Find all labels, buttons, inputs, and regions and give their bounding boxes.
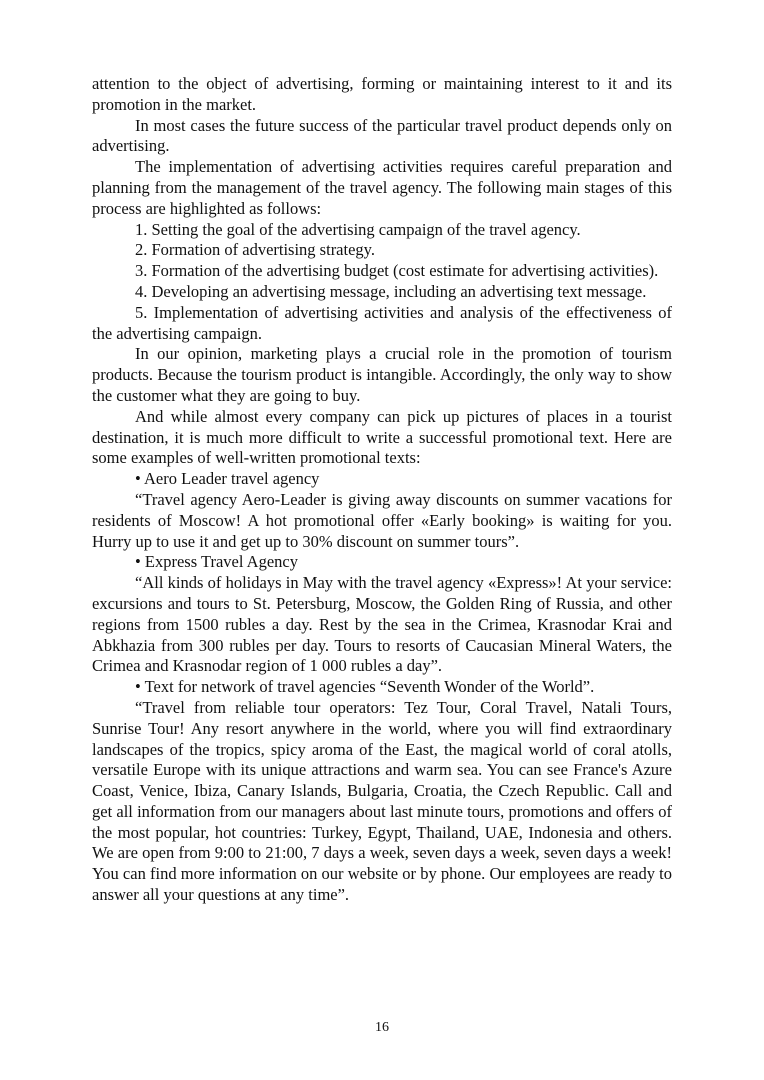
paragraph-continuation: attention to the object of advertising, forming or maintaining interest to it and its promotion in the market. bbox=[92, 74, 672, 114]
page-number: 16 bbox=[375, 1020, 389, 1035]
quote-aero-leader: “Travel agency Aero-Leader is giving away discounts on summer vacations for residents of Moscow! A hot promotional offer «Early booking» is waiting for you. Hurry up to use it and get up to 30% discount on summer tours”. bbox=[92, 489, 672, 551]
stage-item-1: 1. Setting the goal of the advertising campaign of the travel agency. bbox=[135, 219, 581, 239]
stage-item-3: 3. Formation of the advertising budget (cost estimate for advertising activities). bbox=[135, 261, 659, 281]
paragraph-advertising-success: In most cases the future success of the particular travel product depends only on advertising. bbox=[92, 115, 672, 156]
quote-seventh-wonder: “Travel from reliable tour operators: Tez Tour, Coral Travel, Natali Tours, Sunrise Tour! Any resort anywhere in the world, where you will find extraordinary landscapes of the tropics, spicy aroma of the East, the magical world of coral atolls, versatile Europe with its unique attractions and warm sea. You can see France's Azure Coast, Venice, Ibiza, Canary Islands, Bulgaria, Croatia, the Czech Republic. Call and get all information from our managers about last minute tours, promotions and offers of the most popular, hot countries: Turkey, Egypt, Thailand, UAE, Indonesia and others. We are open from 9:00 to 21:00, 7 days a week, seven days a week, seven days a week! You can find more information on our website or by phone. Our employees are ready to answer all your questions at any time”. bbox=[92, 697, 672, 905]
document-page bbox=[92, 74, 672, 906]
stage-item-2: 2. Formation of advertising strategy. bbox=[135, 240, 375, 260]
paragraph-implementation-stages-intro: The implementation of advertising activities requires careful preparation and planning from the management of the travel agency. The following main stages of this process are highlighted as follows: bbox=[92, 157, 672, 218]
bullet-express-travel: • Express Travel Agency bbox=[135, 552, 298, 572]
stage-item-4: 4. Developing an advertising message, including an advertising text message. bbox=[135, 281, 647, 301]
bullet-seventh-wonder: • Text for network of travel agencies “Seventh Wonder of the World”. bbox=[135, 677, 595, 697]
bullet-aero-leader: • Aero Leader travel agency bbox=[135, 469, 320, 489]
paragraph-marketing-role: In our opinion, marketing plays a crucial role in the promotion of tourism products. Because the tourism product is intangible. Accordingly, the only way to show the customer what they are going to buy. bbox=[92, 344, 672, 405]
quote-express-travel: “All kinds of holidays in May with the travel agency «Express»! At your service: excursions and tours to St. Petersburg, Moscow, the Golden Ring of Russia, and other regions from 1500 rubles a day. Rest by the sea in the Crimea, Krasnodar Krai and Abkhazia from 300 rubles per day. Tours to resorts of Caucasian Mineral Waters, the Crimea and Krasnodar region of 1 000 rubles a day”. bbox=[92, 573, 672, 676]
paragraph-promotional-texts-intro: And while almost every company can pick up pictures of places in a tourist destination, it is much more difficult to write a successful promotional text. Here are some examples of well-written promotional texts: bbox=[92, 406, 672, 468]
stage-item-5: 5. Implementation of advertising activities and analysis of the effectiveness of the advertising campaign. bbox=[92, 302, 672, 343]
